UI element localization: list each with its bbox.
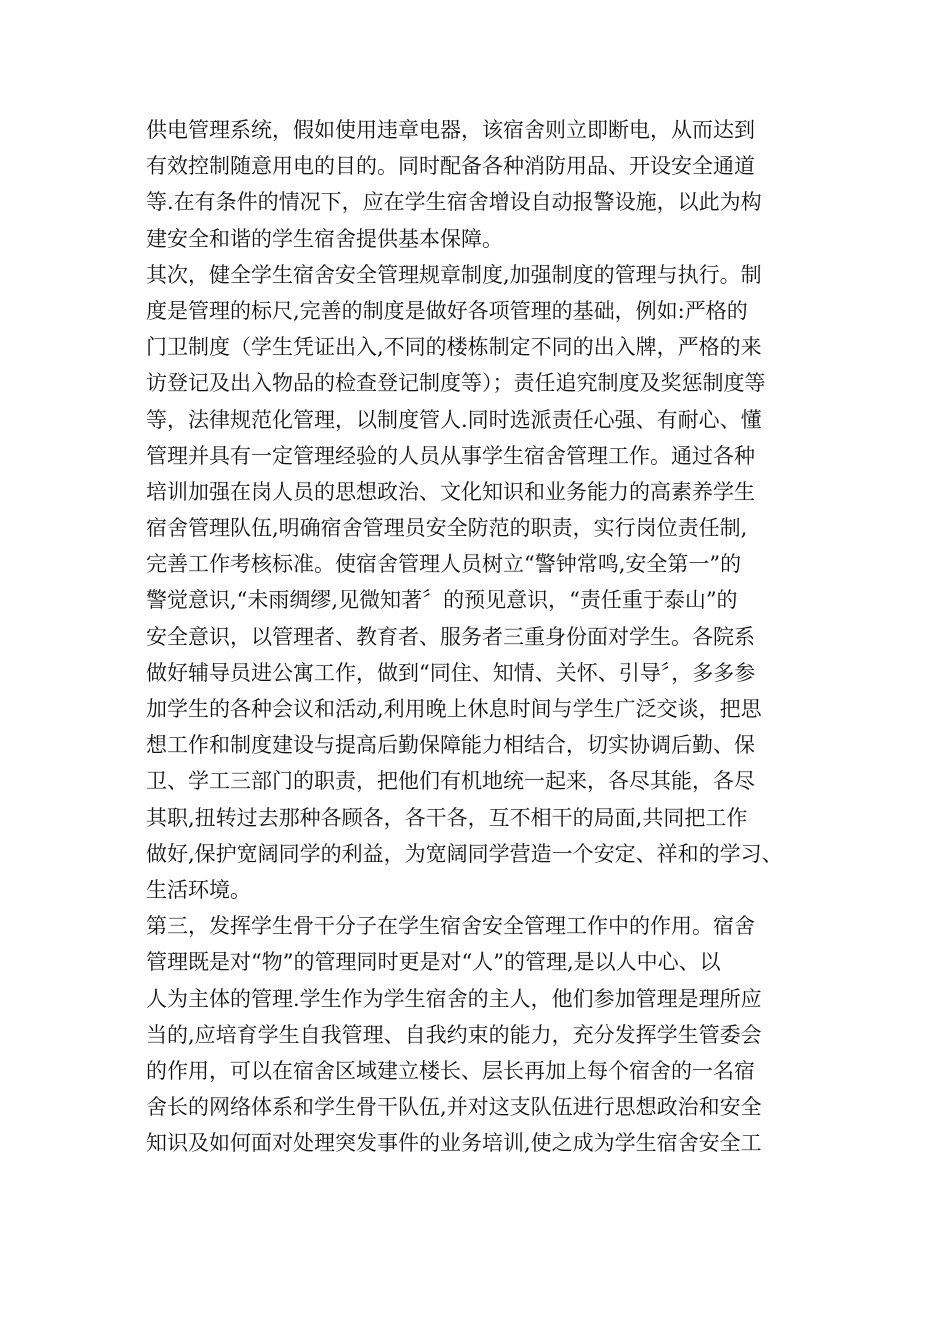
text-line: 知识及如何面对处理突发事件的业务培训,使之成为学生宿舍安全工: [146, 1131, 762, 1156]
text-line: 管理并具有一定管理经验的人员从事学生宿舍管理工作。通过各种: [146, 443, 755, 468]
text-line: 其职,扭转过去那种各顾各，各干各，互不相干的局面,共同把工作: [146, 805, 748, 830]
text-line: 等.在有条件的情况下，应在学生宿舍增设自动报警设施，以此为构: [146, 190, 762, 215]
text-line: 安全意识，以管理者、教育者、服务者三重身份面对学生。各院系: [146, 624, 755, 649]
text-line: 度是管理的标尺,完善的制度是做好各项管理的基础，例如:严格的: [146, 298, 748, 323]
text-line: 舍长的网络体系和学生骨干队伍,并对这支队伍进行思想政治和安全: [146, 1095, 762, 1120]
text-line: 生活环境。: [146, 877, 251, 902]
text-line: 当的,应培育学生自我管理、自我约束的能力，充分发挥学生管委会: [146, 1022, 762, 1047]
text-line: 门卫制度（学生凭证出入,不同的楼栋制定不同的出入牌，严格的来: [146, 335, 762, 360]
text-line: 培训加强在岗人员的思想政治、文化知识和业务能力的高素养学生: [146, 479, 755, 504]
text-line: 完善工作考核标准。使宿舍管理人员树立“警钟常鸣,安全第一”的: [146, 552, 742, 577]
text-line: 宿舍管理队伍,明确宿舍管理员安全防范的职责，实行岗位责任制,: [146, 516, 748, 541]
text-line: 加学生的各种会议和活动,利用晚上休息时间与学生广泛交谈，把思: [146, 697, 762, 721]
text-line: 有效控制随意用电的目的。同时配备各种消防用品、开设安全通道: [146, 154, 755, 179]
body-text: [146, 112, 826, 1161]
text-line: 做好辅导员进公寓工作，做到“同住、知情、关怀、引导〞，多多参: [146, 660, 756, 685]
text-line: 想工作和制度建设与提高后勤保障能力相结合，切实协调后勤、保: [146, 733, 755, 758]
text-line: 第三，发挥学生骨干分子在学生宿舍安全管理工作中的作用。宿舍: [146, 914, 755, 939]
text-line: 人为主体的管理.学生作为学生宿舍的主人，他们参加管理是理所应: [146, 986, 762, 1011]
text-line: 的作用，可以在宿舍区域建立楼长、层长再加上每个宿舍的一名宿: [146, 1058, 755, 1083]
text-line: 其次，健全学生宿舍安全管理规章制度,加强制度的管理与执行。制: [146, 262, 762, 287]
text-line: 等，法律规范化管理，以制度管人.同时选派责任心强、有耐心、懂: [146, 407, 762, 432]
text-line: 管理既是对“物”的管理同时更是对“人”的管理,是以人中心、以: [146, 950, 721, 975]
text-line: 卫、学工三部门的职责，把他们有机地统一起来，各尽其能，各尽: [146, 769, 755, 794]
text-line: 做好,保护宽阔同学的利益，为宽阔同学营造一个安定、祥和的学习、: [146, 841, 783, 866]
text-line: 供电管理系统，假如使用违章电器，该宿舍则立即断电，从而达到: [146, 118, 755, 142]
text-line: 访登记及出入物品的检查登记制度等）；责任追究制度及奖惩制度等: [146, 371, 766, 396]
text-line: 建安全和谐的学生宿舍提供基本保障。: [146, 226, 503, 251]
text-line: 警觉意识,“未雨绸缪,见微知著〞的预见意识，“责任重于泰山”的: [146, 588, 738, 613]
